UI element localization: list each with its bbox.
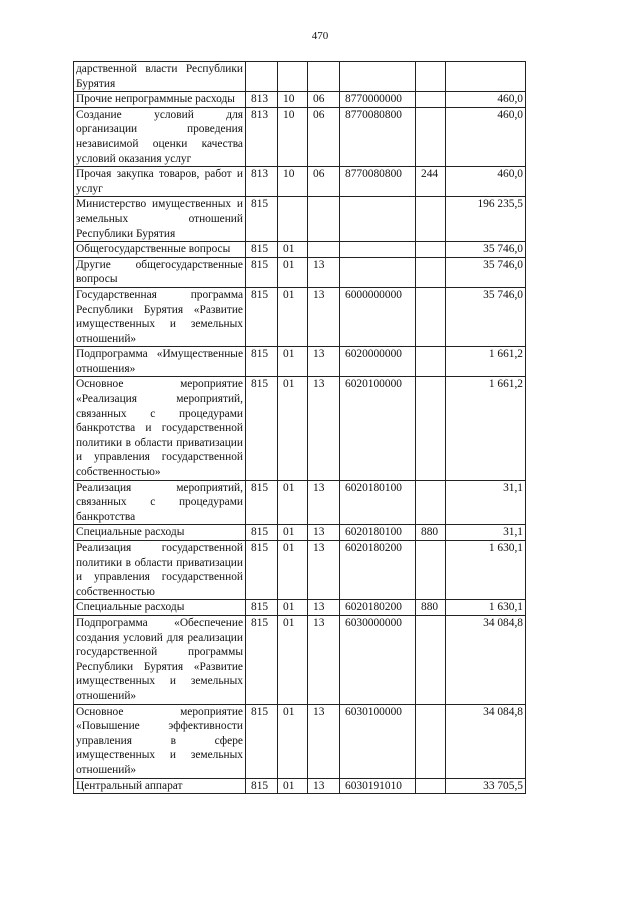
ministry-code-cell: 815 bbox=[246, 704, 278, 778]
name-cell: Центральный аппарат bbox=[74, 778, 246, 794]
expense-type-cell bbox=[416, 347, 446, 377]
ministry-code-cell: 815 bbox=[246, 197, 278, 242]
amount-cell: 460,0 bbox=[446, 167, 526, 197]
subsection-code-cell bbox=[308, 242, 340, 258]
expense-type-cell bbox=[416, 287, 446, 346]
table-row bbox=[74, 62, 526, 92]
table-row bbox=[74, 615, 526, 704]
target-article-cell bbox=[340, 257, 416, 287]
ministry-code-cell: 813 bbox=[246, 92, 278, 108]
target-article-cell: 6020000000 bbox=[340, 347, 416, 377]
amount-cell: 460,0 bbox=[446, 107, 526, 166]
amount-cell: 1 661,2 bbox=[446, 377, 526, 480]
section-code-cell bbox=[278, 197, 308, 242]
name-cell: Подпрограмма «Имущественные отношения» bbox=[74, 347, 246, 377]
name-cell: Другие общегосударственные вопросы bbox=[74, 257, 246, 287]
name-cell: Специальные расходы bbox=[74, 525, 246, 541]
amount-cell: 35 746,0 bbox=[446, 287, 526, 346]
target-article-cell: 8770080800 bbox=[340, 167, 416, 197]
subsection-code-cell: 06 bbox=[308, 92, 340, 108]
budget-table bbox=[73, 61, 526, 794]
table-row bbox=[74, 778, 526, 794]
name-cell: Общегосударственные вопросы bbox=[74, 242, 246, 258]
expense-type-cell bbox=[416, 257, 446, 287]
expense-type-cell: 880 bbox=[416, 600, 446, 616]
target-article-cell: 8770000000 bbox=[340, 92, 416, 108]
expense-type-cell bbox=[416, 778, 446, 794]
ministry-code-cell bbox=[246, 62, 278, 92]
name-cell: Государственная программа Республики Бурятия «Развитие имущественных и земельных отношений» bbox=[74, 287, 246, 346]
name-cell: Специальные расходы bbox=[74, 600, 246, 616]
section-code-cell: 01 bbox=[278, 525, 308, 541]
amount-cell: 34 084,8 bbox=[446, 704, 526, 778]
name-cell: Прочие непрограммные расходы bbox=[74, 92, 246, 108]
amount-cell: 196 235,5 bbox=[446, 197, 526, 242]
table-row bbox=[74, 167, 526, 197]
amount-cell: 1 630,1 bbox=[446, 600, 526, 616]
target-article-cell: 6030191010 bbox=[340, 778, 416, 794]
amount-cell: 35 746,0 bbox=[446, 242, 526, 258]
section-code-cell bbox=[278, 62, 308, 92]
subsection-code-cell: 06 bbox=[308, 107, 340, 166]
target-article-cell: 6020180200 bbox=[340, 600, 416, 616]
expense-type-cell: 880 bbox=[416, 525, 446, 541]
subsection-code-cell bbox=[308, 197, 340, 242]
table-row bbox=[74, 257, 526, 287]
section-code-cell: 10 bbox=[278, 92, 308, 108]
target-article-cell bbox=[340, 62, 416, 92]
name-cell: Подпрограмма «Обеспечение создания условий для реализации государственной программы Республики Бурятия «Развитие имущественных и земельных отношений» bbox=[74, 615, 246, 704]
section-code-cell: 10 bbox=[278, 167, 308, 197]
table-row bbox=[74, 347, 526, 377]
section-code-cell: 01 bbox=[278, 615, 308, 704]
table-row bbox=[74, 480, 526, 525]
subsection-code-cell: 13 bbox=[308, 480, 340, 525]
ministry-code-cell: 815 bbox=[246, 600, 278, 616]
amount-cell: 33 705,5 bbox=[446, 778, 526, 794]
ministry-code-cell: 815 bbox=[246, 480, 278, 525]
target-article-cell: 6030000000 bbox=[340, 615, 416, 704]
amount-cell: 460,0 bbox=[446, 92, 526, 108]
amount-cell: 31,1 bbox=[446, 480, 526, 525]
table-row bbox=[74, 287, 526, 346]
name-cell: Прочая закупка товаров, работ и услуг bbox=[74, 167, 246, 197]
table-row bbox=[74, 92, 526, 108]
subsection-code-cell: 13 bbox=[308, 541, 340, 600]
target-article-cell: 6020180100 bbox=[340, 480, 416, 525]
section-code-cell: 10 bbox=[278, 107, 308, 166]
subsection-code-cell: 13 bbox=[308, 525, 340, 541]
amount-cell: 1 630,1 bbox=[446, 541, 526, 600]
target-article-cell: 6030100000 bbox=[340, 704, 416, 778]
ministry-code-cell: 815 bbox=[246, 778, 278, 794]
expense-type-cell bbox=[416, 615, 446, 704]
subsection-code-cell: 13 bbox=[308, 778, 340, 794]
name-cell: Основное мероприятие «Реализация мероприятий, связанных с процедурами банкротства и государственной политики в области приватизации и управления государственной собственностью» bbox=[74, 377, 246, 480]
section-code-cell: 01 bbox=[278, 377, 308, 480]
section-code-cell: 01 bbox=[278, 287, 308, 346]
target-article-cell bbox=[340, 242, 416, 258]
expense-type-cell bbox=[416, 704, 446, 778]
name-cell: Реализация мероприятий, связанных с процедурами банкротства bbox=[74, 480, 246, 525]
amount-cell: 35 746,0 bbox=[446, 257, 526, 287]
ministry-code-cell: 815 bbox=[246, 242, 278, 258]
table-row bbox=[74, 525, 526, 541]
name-cell: Реализация государственной политики в области приватизации и управления государственной собственностью bbox=[74, 541, 246, 600]
subsection-code-cell: 13 bbox=[308, 287, 340, 346]
subsection-code-cell: 13 bbox=[308, 377, 340, 480]
subsection-code-cell: 13 bbox=[308, 347, 340, 377]
target-article-cell: 6000000000 bbox=[340, 287, 416, 346]
table-row bbox=[74, 197, 526, 242]
name-cell: Министерство имущественных и земельных отношений Республики Бурятия bbox=[74, 197, 246, 242]
expense-type-cell bbox=[416, 92, 446, 108]
table-row bbox=[74, 704, 526, 778]
name-cell: Основное мероприятие «Повышение эффективности управления в сфере имущественных и земельных отношений» bbox=[74, 704, 246, 778]
table-row bbox=[74, 242, 526, 258]
expense-type-cell bbox=[416, 107, 446, 166]
section-code-cell: 01 bbox=[278, 778, 308, 794]
expense-type-cell bbox=[416, 62, 446, 92]
section-code-cell: 01 bbox=[278, 347, 308, 377]
expense-type-cell bbox=[416, 480, 446, 525]
amount-cell: 1 661,2 bbox=[446, 347, 526, 377]
ministry-code-cell: 815 bbox=[246, 347, 278, 377]
subsection-code-cell: 13 bbox=[308, 600, 340, 616]
target-article-cell: 8770080800 bbox=[340, 107, 416, 166]
expense-type-cell bbox=[416, 242, 446, 258]
table-row bbox=[74, 377, 526, 480]
target-article-cell: 6020180200 bbox=[340, 541, 416, 600]
table-row bbox=[74, 541, 526, 600]
ministry-code-cell: 815 bbox=[246, 257, 278, 287]
name-cell: Создание условий для организации проведения независимой оценки качества условий оказания услуг bbox=[74, 107, 246, 166]
ministry-code-cell: 815 bbox=[246, 615, 278, 704]
section-code-cell: 01 bbox=[278, 242, 308, 258]
expense-type-cell bbox=[416, 377, 446, 480]
target-article-cell: 6020100000 bbox=[340, 377, 416, 480]
target-article-cell: 6020180100 bbox=[340, 525, 416, 541]
subsection-code-cell bbox=[308, 62, 340, 92]
amount-cell bbox=[446, 62, 526, 92]
table-row bbox=[74, 107, 526, 166]
section-code-cell: 01 bbox=[278, 600, 308, 616]
amount-cell: 31,1 bbox=[446, 525, 526, 541]
expense-type-cell: 244 bbox=[416, 167, 446, 197]
table-row bbox=[74, 600, 526, 616]
subsection-code-cell: 13 bbox=[308, 704, 340, 778]
name-cell: дарственной власти Республики Бурятия bbox=[74, 62, 246, 92]
expense-type-cell bbox=[416, 541, 446, 600]
ministry-code-cell: 815 bbox=[246, 541, 278, 600]
subsection-code-cell: 13 bbox=[308, 257, 340, 287]
ministry-code-cell: 815 bbox=[246, 377, 278, 480]
section-code-cell: 01 bbox=[278, 480, 308, 525]
ministry-code-cell: 813 bbox=[246, 167, 278, 197]
ministry-code-cell: 815 bbox=[246, 525, 278, 541]
expense-type-cell bbox=[416, 197, 446, 242]
page-number: 470 bbox=[311, 30, 329, 42]
target-article-cell bbox=[340, 197, 416, 242]
subsection-code-cell: 06 bbox=[308, 167, 340, 197]
amount-cell: 34 084,8 bbox=[446, 615, 526, 704]
section-code-cell: 01 bbox=[278, 541, 308, 600]
ministry-code-cell: 813 bbox=[246, 107, 278, 166]
subsection-code-cell: 13 bbox=[308, 615, 340, 704]
ministry-code-cell: 815 bbox=[246, 287, 278, 346]
section-code-cell: 01 bbox=[278, 257, 308, 287]
section-code-cell: 01 bbox=[278, 704, 308, 778]
